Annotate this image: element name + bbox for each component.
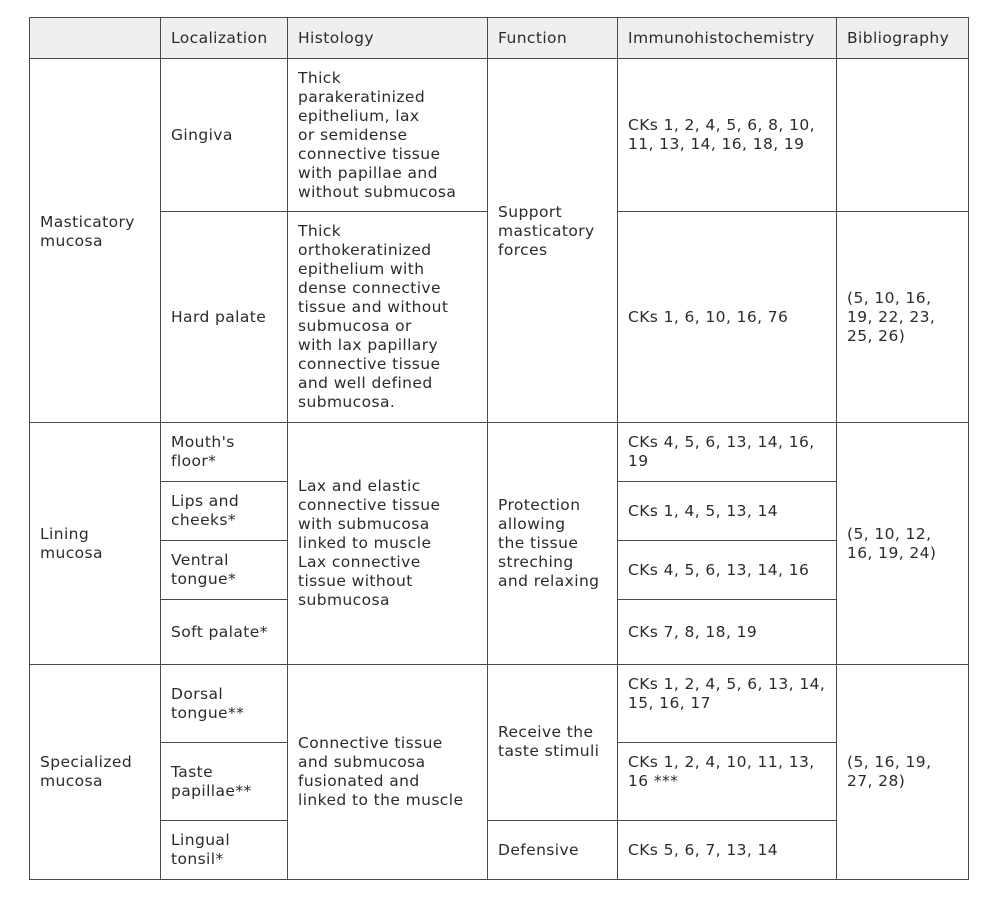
function-cell: Support masticatory forces bbox=[488, 59, 618, 423]
function-cell: Receive the taste stimuli bbox=[488, 665, 618, 821]
ihc-cell: CKs 1, 6, 10, 16, 76 bbox=[618, 212, 837, 423]
localization-cell: Mouth's floor* bbox=[161, 423, 288, 482]
localization-cell: Dorsal tongue** bbox=[161, 665, 288, 743]
histology-cell: Lax and elastic connective tissue with submucosa linked to muscle Lax connective tissue without submucosa bbox=[288, 423, 488, 665]
localization-cell: Hard palate bbox=[161, 212, 288, 423]
bibliography-cell: (5, 10, 16, 19, 22, 23, 25, 26) bbox=[837, 212, 969, 423]
histology-cell: Thick orthokeratinized epithelium with dense connective tissue and without submucosa or with lax papillary connective tissue and well defined submucosa. bbox=[288, 212, 488, 423]
function-cell: Protection allowing the tissue streching and relaxing bbox=[488, 423, 618, 665]
mucosa-table bbox=[29, 17, 969, 880]
mucosa-type-cell: Lining mucosa bbox=[30, 423, 161, 665]
header-function: Function bbox=[488, 18, 618, 59]
localization-cell: Lingual tonsil* bbox=[161, 821, 288, 880]
ihc-cell: CKs 5, 6, 7, 13, 14 bbox=[618, 821, 837, 880]
localization-cell: Gingiva bbox=[161, 59, 288, 212]
bibliography-cell: (5, 10, 12, 16, 19, 24) bbox=[837, 423, 969, 665]
header-histology: Histology bbox=[288, 18, 488, 59]
localization-cell: Ventral tongue* bbox=[161, 541, 288, 600]
ihc-cell: CKs 1, 2, 4, 5, 6, 13, 14, 15, 16, 17 bbox=[618, 665, 837, 743]
histology-cell: Connective tissue and submucosa fusionated and linked to the muscle bbox=[288, 665, 488, 880]
localization-cell: Soft palate* bbox=[161, 600, 288, 665]
ihc-cell: CKs 1, 2, 4, 10, 11, 13, 16 *** bbox=[618, 743, 837, 821]
bibliography-cell: (5, 16, 19, 27, 28) bbox=[837, 665, 969, 880]
function-cell: Defensive bbox=[488, 821, 618, 880]
ihc-cell: CKs 1, 2, 4, 5, 6, 8, 10, 11, 13, 14, 16, 18, 19 bbox=[618, 59, 837, 212]
localization-cell: Taste papillae** bbox=[161, 743, 288, 821]
header-row bbox=[30, 18, 969, 59]
mucosa-type-cell: Specialized mucosa bbox=[30, 665, 161, 880]
mucosa-type-cell: Masticatory mucosa bbox=[30, 59, 161, 423]
ihc-cell: CKs 4, 5, 6, 13, 14, 16 bbox=[618, 541, 837, 600]
bibliography-cell-empty bbox=[837, 59, 969, 212]
header-blank bbox=[30, 18, 161, 59]
header-localization: Localization bbox=[161, 18, 288, 59]
table-row bbox=[30, 665, 969, 743]
table-row bbox=[30, 59, 969, 212]
ihc-cell: CKs 1, 4, 5, 13, 14 bbox=[618, 482, 837, 541]
header-immunohistochemistry: Immunohistochemistry bbox=[618, 18, 837, 59]
header-bibliography: Bibliography bbox=[837, 18, 969, 59]
ihc-cell: CKs 7, 8, 18, 19 bbox=[618, 600, 837, 665]
localization-cell: Lips and cheeks* bbox=[161, 482, 288, 541]
table-row bbox=[30, 423, 969, 482]
ihc-cell: CKs 4, 5, 6, 13, 14, 16, 19 bbox=[618, 423, 837, 482]
histology-cell: Thick parakeratinized epithelium, lax or semidense connective tissue with papillae and without submucosa bbox=[288, 59, 488, 212]
table-row bbox=[30, 821, 969, 880]
